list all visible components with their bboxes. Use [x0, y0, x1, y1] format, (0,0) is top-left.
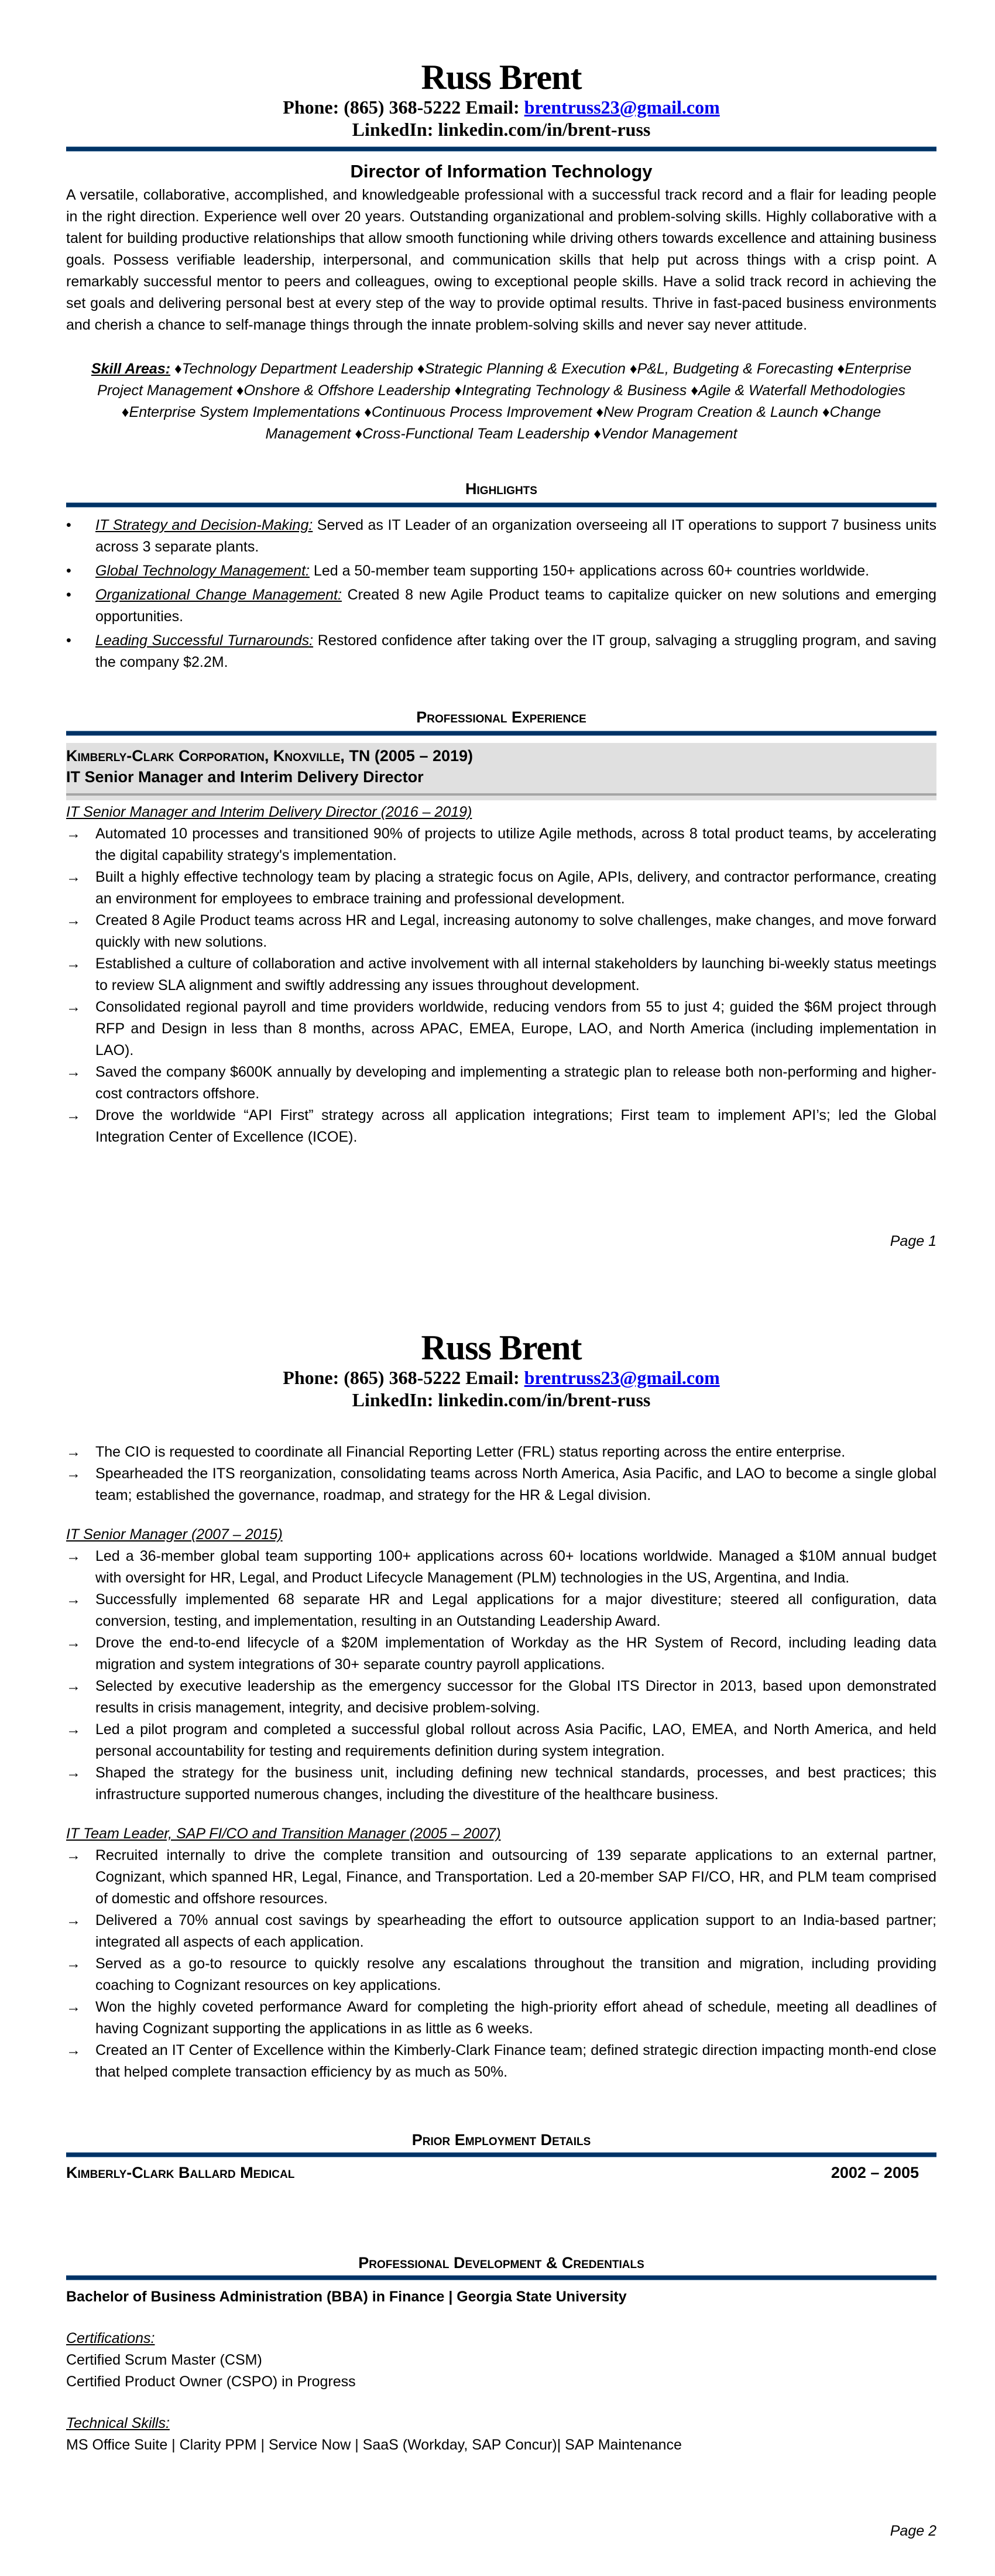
company-name: Kimberly-Clark Corporation, Knoxville, TN (2005 – 2019) — [66, 747, 474, 765]
experience-heading: Professional Experience — [416, 708, 586, 726]
linkedin-line: LinkedIn: linkedin.com/in/brent-russ — [352, 119, 651, 140]
bullet-item: → The CIO is requested to coordinate all Financial Reporting Letter (FRL) status reporting across the entire enterprise. — [66, 1441, 936, 1463]
certification-item: Certified Scrum Master (CSM) — [66, 2352, 262, 2368]
company-role: IT Senior Manager and Interim Delivery Director — [66, 768, 424, 786]
technical-skills-label: Technical Skills: — [66, 2415, 170, 2431]
experience-divider — [66, 731, 936, 736]
bullet-item: → Drove the worldwide “API First” strategy across all application integrations; First team to implement API’s; led the Global Integration Center of Excellence (ICOE). — [66, 1105, 936, 1148]
skill-areas-label: Skill Areas: — [91, 361, 171, 377]
company-header — [66, 743, 936, 800]
arrow-icon: → — [66, 1591, 81, 1608]
arrow-icon: → — [66, 1444, 81, 1460]
arrow-icon: → — [66, 999, 81, 1015]
bullet-item: → Saved the company $600K annually by developing and implementing a strategic plan to release both non-performing and higher-cost contractors offshore. — [66, 1061, 936, 1105]
arrow-icon: → — [66, 869, 81, 885]
bullet-item: → Created 8 Agile Product teams across HR and Legal, increasing autonomy to solve challenges, make changes, and move forward quickly with new solutions. — [66, 910, 936, 953]
role-title: IT Team Leader, SAP FI/CO and Transition Manager (2005 – 2007) — [66, 1825, 501, 1842]
candidate-name: Russ Brent — [421, 1328, 582, 1367]
page-1 — [66, 59, 936, 1148]
bullet-item: → Won the highly coveted performance Award for completing the high-priority effort ahead of schedule, meeting all deadlines of having Cognizant supporting the applications in as little as 6 weeks. — [66, 1996, 936, 2040]
arrow-icon: → — [66, 955, 81, 972]
arrow-icon: → — [66, 1999, 81, 2015]
highlight-item: • IT Strategy and Decision-Making: Served as IT Leader of an organization overseeing all IT operations to support 7 business units across 3 separate plants. — [66, 515, 936, 558]
certification-item: Certified Product Owner (CSPO) in Progress — [66, 2373, 356, 2390]
arrow-icon: → — [66, 912, 81, 929]
prior-employment-divider — [66, 2152, 936, 2157]
bullet-item: → Established a culture of collaboration and active involvement with all internal stakeholders by launching bi-weekly status meetings to review SLA alignment and swiftly addressing any issues throughout development. — [66, 953, 936, 996]
prior-employment-row — [66, 2162, 936, 2184]
prior-dates: 2002 – 2005 — [831, 2164, 919, 2181]
contact-line — [66, 96, 936, 118]
bullet-item: → Spearheaded the ITS reorganization, consolidating teams across North America, Asia Pacific, and LAO to become a single global team; established the governance, roadmap, and strategy for the HR & Legal division. — [66, 1463, 936, 1506]
linkedin-line: LinkedIn: linkedin.com/in/brent-russ — [352, 1389, 651, 1410]
prior-employment-heading: Prior Employment Details — [411, 2131, 591, 2149]
arrow-icon: → — [66, 1064, 81, 1080]
skill-areas-list: ♦Technology Department Leadership ♦Strategic Planning & Execution ♦P&L, Budgeting & Forecasting ♦Enterprise Project Management ♦Onshore & Offshore Leadership ♦Integrating Technology & Business ♦Agile & Waterfall Methodologies ♦Enterprise System Implementations ♦Continuous Process Improvement ♦New Program Creation & Launch ♦Change Management ♦Cross-Functional Team Leadership ♦Vendor Management — [97, 361, 912, 442]
role-bullets — [66, 1546, 936, 1806]
arrow-icon: → — [66, 1465, 81, 1482]
bullet-icon: • — [66, 517, 71, 533]
degree: Bachelor of Business Administration (BBA) in Finance | Georgia State University — [66, 2289, 627, 2305]
email-link[interactable]: brentruss23@gmail.com — [524, 1367, 720, 1388]
job-title: Director of Information Technology — [350, 161, 653, 181]
bullet-item: → Shaped the strategy for the business unit, including defining new technical standards, processes, and best practices; this infrastructure supported numerous changes, including the divestiture of the healthcare business. — [66, 1762, 936, 1806]
bullet-item: → Drove the end-to-end lifecycle of a $20M implementation of Workday as the HR System of Record, including leading data migration and system integrations of 30+ separate country payroll applications. — [66, 1632, 936, 1676]
highlights-heading: Highlights — [465, 480, 537, 498]
highlight-item: • Organizational Change Management: Created 8 new Agile Product teams to capitalize quicker on new solutions and emerging opportunities. — [66, 584, 936, 628]
arrow-icon: → — [66, 1548, 81, 1564]
bullet-item: → Led a pilot program and completed a successful global rollout across Asia Pacific, LAO, EMEA, and North America, and held personal accountability for testing and requirements definition during system integration. — [66, 1719, 936, 1762]
contact-line — [66, 1366, 936, 1389]
certifications-label: Certifications: — [66, 2330, 155, 2347]
arrow-icon: → — [66, 1847, 81, 1864]
arrow-icon: → — [66, 1955, 81, 1972]
header-divider — [66, 146, 936, 152]
phone-email-label: Phone: (865) 368-5222 Email: — [283, 1367, 524, 1388]
arrow-icon: → — [66, 1765, 81, 1781]
arrow-icon: → — [66, 1678, 81, 1694]
role-bullets — [66, 823, 936, 1148]
role-bullets — [66, 1845, 936, 2083]
bullet-item: → Consolidated regional payroll and time providers worldwide, reducing vendors from 55 to just 4; guided the $6M project through RFP and Design in less than 8 months, across APAC, EMEA, Europe, LAO, and North America (including implementation in LAO). — [66, 996, 936, 1061]
email-link[interactable]: brentruss23@gmail.com — [524, 97, 720, 118]
bullet-item: → Recruited internally to drive the complete transition and outsourcing of 139 separate applications to an external partner, Cognizant, which spanned HR, Legal, Finance, and Transportation. Led a 20-member SAP FI/CO, HR, and PLM team comprised of domestic and offshore resources. — [66, 1845, 936, 1910]
bullet-item: → Successfully implemented 68 separate HR and Legal applications for a major divestiture; steered all configuration, data conversion, testing, and implementation, resulting in an Outstanding Leadership Award. — [66, 1589, 936, 1632]
role-title: IT Senior Manager (2007 – 2015) — [66, 1526, 283, 1543]
highlight-item: • Global Technology Management: Led a 50-member team supporting 150+ applications across 60+ countries worldwide. — [66, 560, 936, 582]
bullet-item: → Automated 10 processes and transitioned 90% of projects to utilize Agile methods, across 8 total product teams, by accelerating the digital capability strategy's implementation. — [66, 823, 936, 866]
bullet-item: → Selected by executive leadership as the emergency successor for the Global ITS Director in 2013, based upon demonstrated results in crisis management, integrity, and decisive problem-solving. — [66, 1676, 936, 1719]
bullet-item: → Built a highly effective technology team by placing a strategic focus on Agile, APIs, delivery, and contractor performance, creating an environment for employees to embrace training and professional development. — [66, 866, 936, 910]
page-number-1: Page 1 — [890, 1233, 936, 1249]
highlight-item: • Leading Successful Turnarounds: Restored confidence after taking over the IT group, salvaging a struggling program, and saving the company $2.2M. — [66, 630, 936, 673]
candidate-name: Russ Brent — [421, 58, 582, 97]
arrow-icon: → — [66, 1107, 81, 1123]
bullet-icon: • — [66, 632, 71, 649]
page-2 — [66, 1329, 936, 2456]
arrow-icon: → — [66, 2042, 81, 2058]
bullet-item: → Delivered a 70% annual cost savings by spearheading the effort to outsource application support to an India-based partner; integrated all aspects of each application. — [66, 1910, 936, 1953]
bullet-item: → Led a 36-member global team supporting 100+ applications across 60+ locations worldwide. Managed a $10M annual budget with oversight for HR, Legal, and Product Lifecycle Management (PLM) technologies in the US, Argentina, and India. — [66, 1546, 936, 1589]
prior-company: Kimberly-Clark Ballard Medical — [66, 2164, 295, 2181]
bullet-item: → Served as a go-to resource to quickly resolve any escalations throughout the transition and migration, including providing coaching to Cognizant resources on key applications. — [66, 1953, 936, 1996]
arrow-icon: → — [66, 825, 81, 842]
phone-email-label: Phone: (865) 368-5222 Email: — [283, 97, 524, 118]
summary-paragraph: A versatile, collaborative, accomplished, and knowledgeable professional with a successful track record and a flair for leading people in the right direction. Experience well over 20 years. Outstanding organizational and problem-solving skills. Highly collaborative with a talent for building productive relationships that allow smooth functioning while driving others towards excellence and attaining business goals. Possess verifiable leadership, interpersonal, and communication skills that help put across things with a crisp point. A remarkably successful mentor to peers and colleagues, owing to exceptional people skills. Have a solid track record in achieving the set goals and delivering personal best at every step of the way to provide optimal results. Thrive in fast-paced business environments and cherish a chance to self-manage things through the innate problem-solving skills and never say never attitude. — [66, 187, 936, 333]
page-number-2: Page 2 — [890, 2523, 936, 2539]
arrow-icon: → — [66, 1635, 81, 1651]
credentials-heading: Professional Development & Credentials — [358, 2254, 644, 2272]
bullet-icon: • — [66, 587, 71, 603]
credentials-divider — [66, 2275, 936, 2280]
company-band-divider — [66, 793, 936, 796]
arrow-icon: → — [66, 1912, 81, 1928]
role-bullets-continued — [66, 1441, 936, 1506]
technical-skills-list: MS Office Suite | Clarity PPM | Service Now | SaaS (Workday, SAP Concur)| SAP Maintenance — [66, 2437, 682, 2453]
role-title: IT Senior Manager and Interim Delivery Director (2016 – 2019) — [66, 804, 472, 820]
arrow-icon: → — [66, 1721, 81, 1738]
highlights-list — [66, 515, 936, 673]
skill-areas — [66, 358, 936, 445]
bullet-item: → Created an IT Center of Excellence within the Kimberly-Clark Finance team; defined strategic direction impacting month-end close that helped complete transaction efficiency by as much as 50%. — [66, 2040, 936, 2083]
bullet-icon: • — [66, 563, 71, 579]
highlights-divider — [66, 502, 936, 508]
